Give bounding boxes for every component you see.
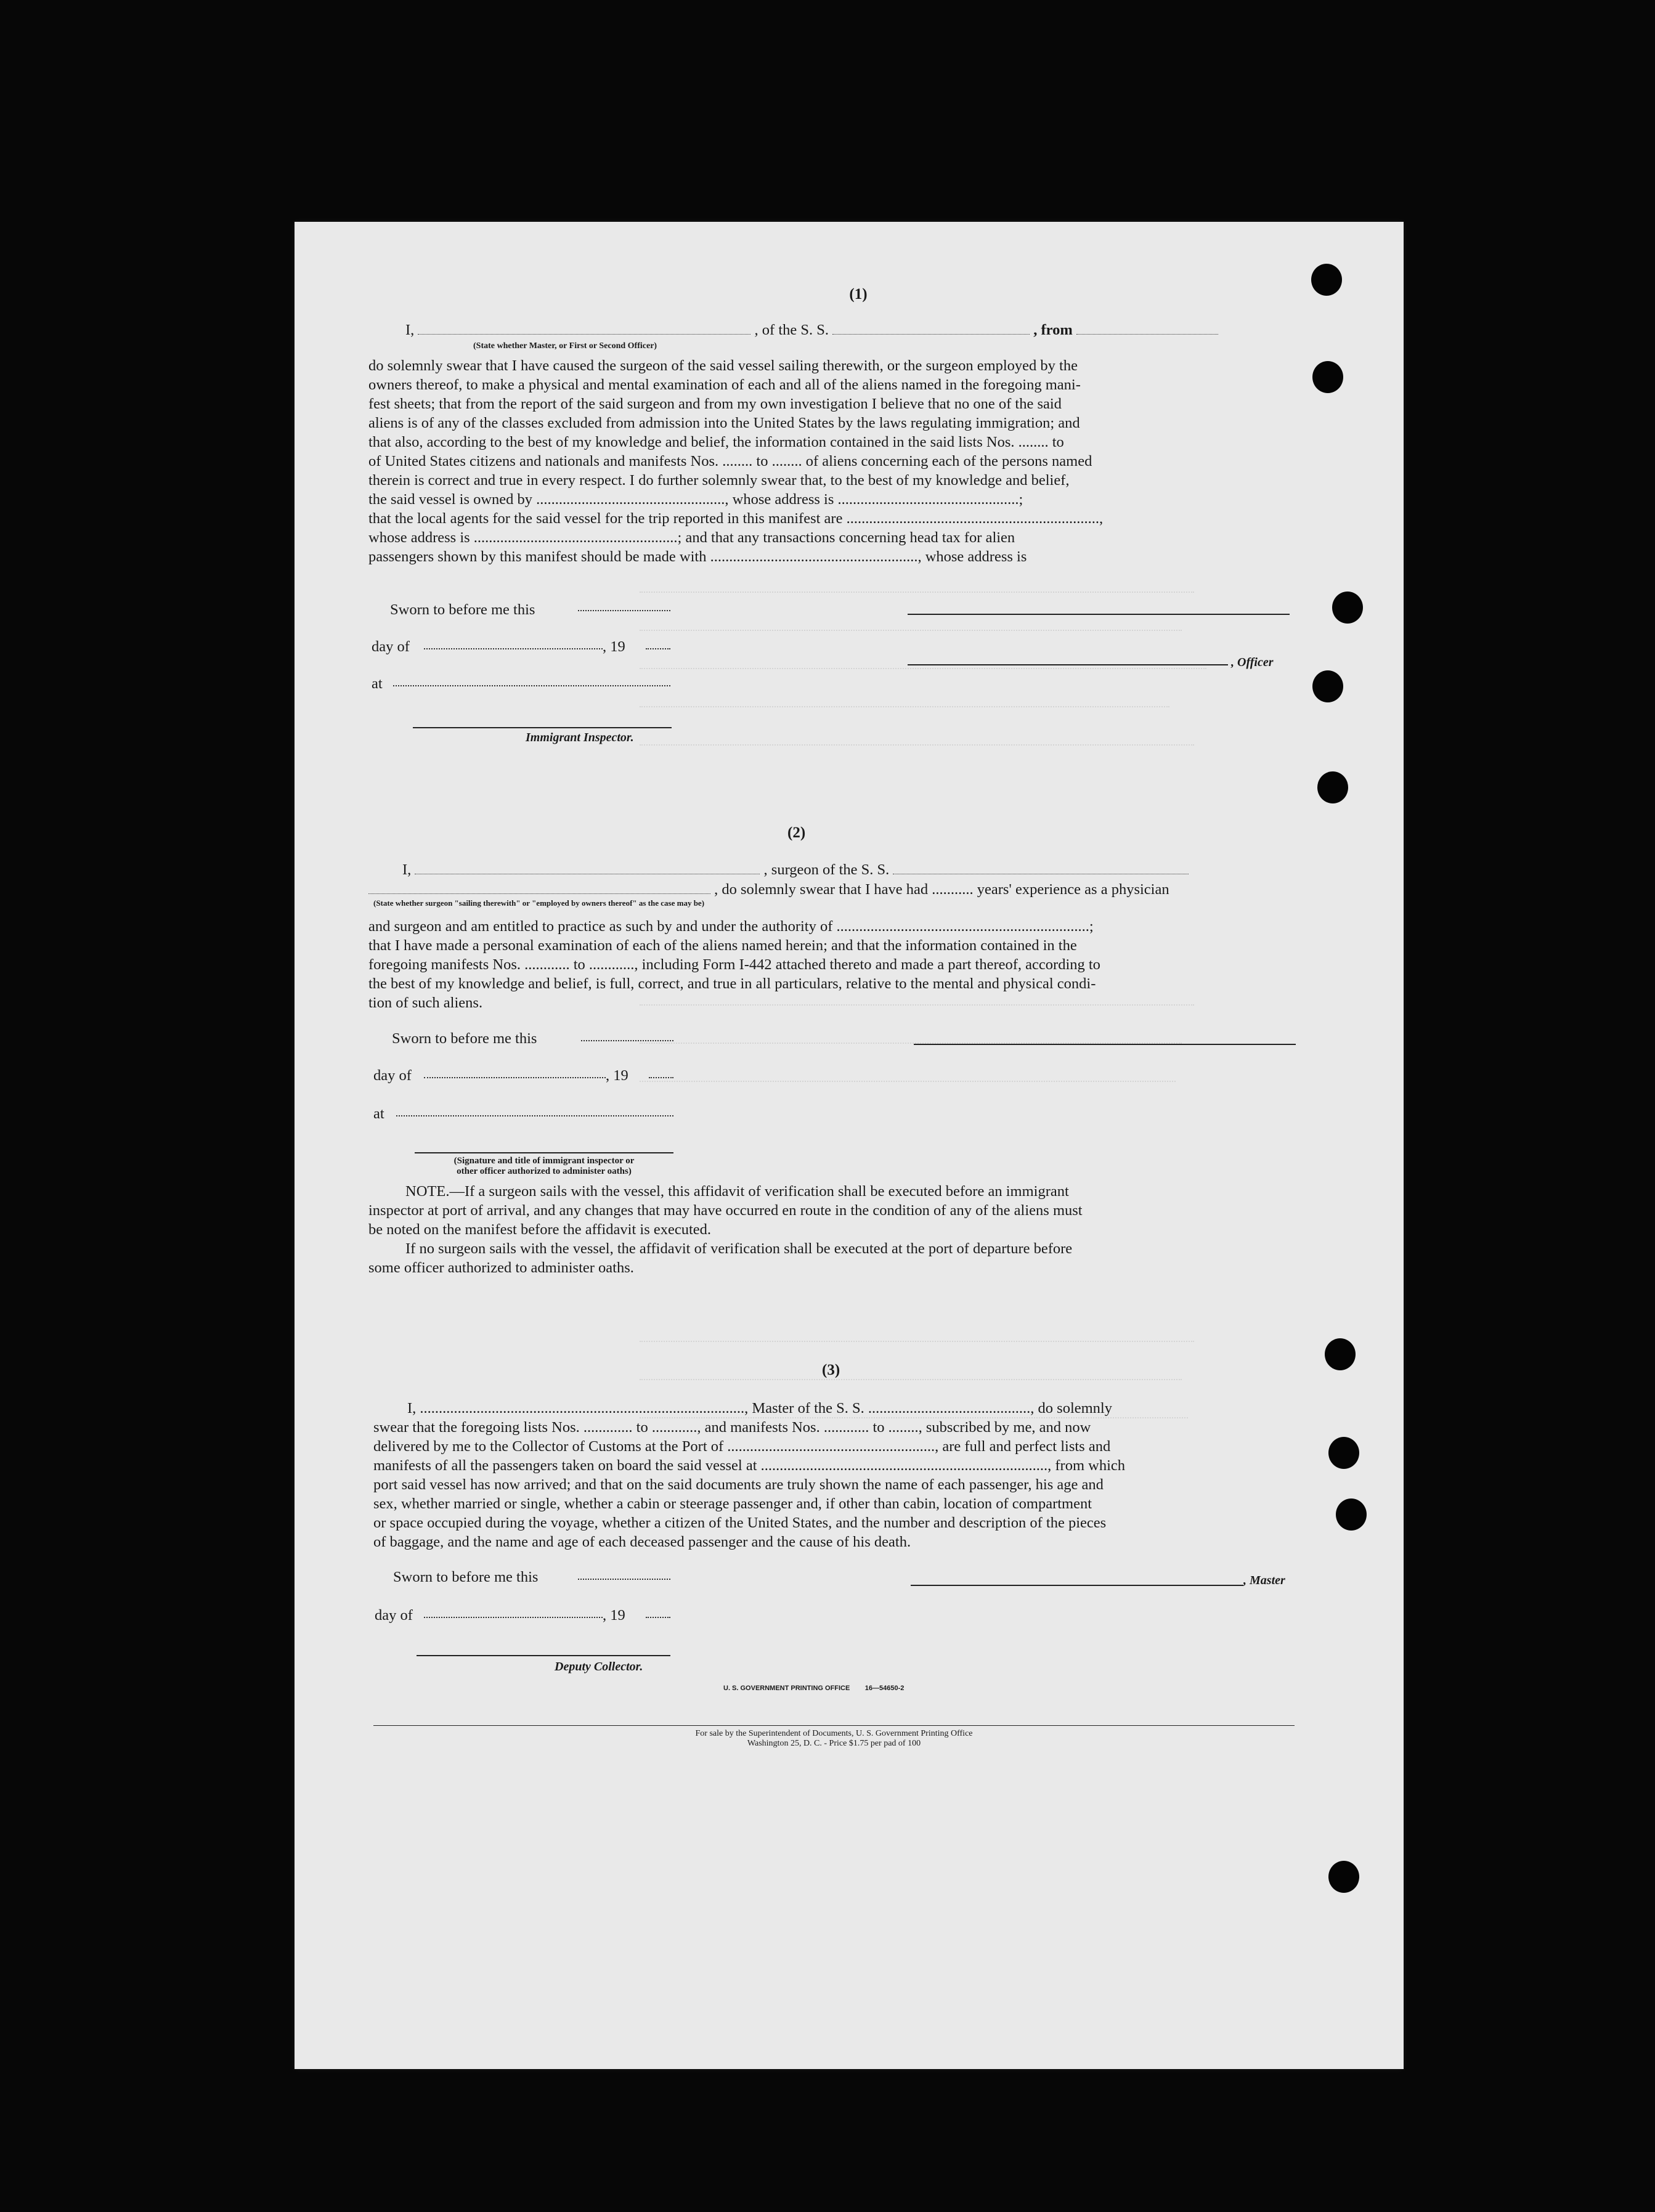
- surgeon-name-field[interactable]: [415, 863, 760, 874]
- inspector-label: Immigrant Inspector.: [526, 731, 634, 744]
- day-of-label: day of: [373, 1067, 412, 1084]
- body-line: that also, according to the best of my knowledge and belief, the information contained in the said lists Nos. ........ to: [368, 434, 1064, 450]
- footer-rule: [373, 1725, 1295, 1726]
- i-label: I,: [405, 322, 415, 338]
- sworn-date-field[interactable]: [578, 1579, 670, 1580]
- manifest-page: [295, 222, 1404, 2069]
- at-field[interactable]: [393, 685, 670, 686]
- day-of-label: day of: [372, 638, 410, 655]
- surgeon-status-field[interactable]: [368, 882, 710, 894]
- state-caption: (State whether Master, or First or Second Officer): [473, 341, 657, 351]
- body-line: passengers shown by this manifest should be made with ......................................................., whose address is: [368, 548, 1027, 565]
- body-line: manifests of all the passengers taken on board the said vessel at ............................................................................, from which: [373, 1457, 1126, 1474]
- master-signature-line[interactable]: [911, 1585, 1243, 1586]
- footer-text: [373, 1729, 1295, 1749]
- punch-hole: [1317, 771, 1348, 803]
- sworn-date-field[interactable]: [581, 1040, 673, 1041]
- note-line: inspector at port of arrival, and any changes that may have occurred en route in the condition of any of the aliens must: [368, 1202, 1083, 1219]
- year-label: , 19: [606, 1067, 628, 1084]
- body-line: the best of my knowledge and belief, is full, correct, and true in all particulars, relative to the mental and physical condi-: [368, 975, 1096, 992]
- body-line: fest sheets; that from the report of the said surgeon and from my own investigation I believe that no one of the said: [368, 396, 1062, 412]
- punch-hole: [1325, 1338, 1356, 1370]
- section-2-body: [368, 917, 1348, 1012]
- sworn-label: Sworn to before me this: [392, 1030, 537, 1047]
- body-line: whose address is ......................................................; and that any transactions concerning head tax for alien: [368, 529, 1015, 546]
- section-1-number: (1): [849, 286, 868, 303]
- section-2-swear-line: [368, 880, 1348, 899]
- of-ss-label: , of the S. S.: [754, 322, 829, 338]
- signature-caption: [415, 1156, 673, 1177]
- deputy-label: Deputy Collector.: [555, 1660, 643, 1673]
- year-label: , 19: [603, 1607, 625, 1624]
- day-of-field[interactable]: [424, 1077, 606, 1078]
- day-of-field[interactable]: [424, 648, 603, 649]
- section-2-number: (2): [787, 824, 806, 841]
- officer-title-line[interactable]: [908, 664, 1228, 665]
- body-line: of baggage, and the name and age of each deceased passenger and the cause of his death.: [373, 1534, 911, 1550]
- body-line: port said vessel has now arrived; and that on the said documents are truly shown the name of each passenger, his age and: [373, 1476, 1104, 1493]
- note-line: some officer authorized to administer oaths.: [368, 1259, 634, 1276]
- inspector-signature-line[interactable]: [415, 1152, 673, 1153]
- day-of-field[interactable]: [424, 1617, 603, 1618]
- punch-hole: [1332, 592, 1363, 624]
- from-port-field[interactable]: [1076, 323, 1218, 335]
- body-line: sex, whether married or single, whether a cabin or steerage passenger and, if other than cabin, location of compartment: [373, 1495, 1092, 1512]
- body-line: that I have made a personal examination of each of the aliens named herein; and that the information contained in the: [368, 937, 1077, 954]
- year-field[interactable]: [646, 648, 670, 649]
- body-line: aliens is of any of the classes excluded from admission into the United States by the laws regulating immigration; and: [368, 415, 1080, 431]
- inspector-signature-line[interactable]: [413, 727, 672, 728]
- body-line: therein is correct and true in every respect. I do further solemnly swear that, to the best of my knowledge and belief,: [368, 472, 1070, 489]
- master-label: , Master: [1243, 1574, 1285, 1587]
- body-line: do solemnly swear that I have caused the surgeon of the said vessel sailing therewith, or the surgeon employed by the: [368, 357, 1078, 374]
- surgeon-signature-line[interactable]: [914, 1044, 1296, 1045]
- note-block: [368, 1182, 1348, 1277]
- at-label: at: [373, 1105, 384, 1122]
- body-line: I, ......................................................................................, Master of the S. S. ..........................................., do solemnly: [407, 1400, 1112, 1417]
- sworn-label: Sworn to before me this: [390, 601, 535, 618]
- surgeon-vessel-field[interactable]: [893, 863, 1189, 874]
- officer-signature-line[interactable]: [908, 614, 1290, 615]
- officer-name-field[interactable]: [418, 323, 750, 335]
- body-line: that the local agents for the said vessel for the trip reported in this manifest are ...................................................................,: [368, 510, 1104, 527]
- day-of-label: day of: [375, 1607, 413, 1624]
- surgeon-of-label: , surgeon of the S. S.: [763, 861, 890, 878]
- signature-caption-line: (Signature and title of immigrant inspector or: [453, 1156, 635, 1166]
- section-1-body: [368, 356, 1348, 566]
- at-field[interactable]: [396, 1115, 673, 1116]
- deputy-signature-line[interactable]: [417, 1655, 670, 1656]
- body-line: and surgeon and am entitled to practice as such by and under the authority of ...................................................................;: [368, 918, 1094, 935]
- body-line: the said vessel is owned by .................................................., whose address is ................................................;: [368, 491, 1023, 508]
- at-label: at: [372, 675, 383, 692]
- swear-text: , do solemnly swear that I have had ........... years' experience as a physician: [714, 881, 1169, 898]
- surgeon-state-caption: (State whether surgeon "sailing therewith" or "employed by owners thereof" as the case may be): [373, 898, 705, 908]
- note-line: NOTE.—If a surgeon sails with the vessel, this affidavit of verification shall be executed before an immigrant: [405, 1183, 1069, 1200]
- gpo-imprint: U. S. GOVERNMENT PRINTING OFFICE 16—54650-2: [723, 1685, 905, 1692]
- body-line: owners thereof, to make a physical and mental examination of each and all of the aliens named in the foregoing mani-: [368, 376, 1081, 393]
- body-line: delivered by me to the Collector of Customs at the Port of ......................................................., are full and perfect lists and: [373, 1438, 1111, 1455]
- footer-line: For sale by the Superintendent of Documents, U. S. Government Printing Office: [695, 1729, 973, 1738]
- body-line: of United States citizens and nationals and manifests Nos. ........ to ........ of aliens concerning each of the persons named: [368, 453, 1092, 470]
- i-label: I,: [402, 861, 412, 878]
- body-line: foregoing manifests Nos. ............ to ............, including Form I-442 attached thereto and made a part thereof, according to: [368, 956, 1100, 973]
- body-line: swear that the foregoing lists Nos. ............. to ............, and manifests Nos. ............ to ........, subscribed by me, and now: [373, 1419, 1091, 1436]
- sworn-date-field[interactable]: [578, 610, 670, 611]
- from-label: , from: [1033, 322, 1073, 338]
- signature-caption-line: other officer authorized to administer oaths): [457, 1166, 632, 1176]
- officer-label: , Officer: [1231, 656, 1274, 669]
- body-line: tion of such aliens.: [368, 994, 483, 1011]
- section-3-number: (3): [822, 1362, 840, 1378]
- year-field[interactable]: [646, 1617, 670, 1618]
- section-1-header-line: [368, 320, 1348, 340]
- note-line: be noted on the manifest before the affidavit is executed.: [368, 1221, 712, 1238]
- section-2-header-line: [368, 860, 1348, 879]
- year-field[interactable]: [649, 1077, 673, 1078]
- year-label: , 19: [603, 638, 625, 655]
- vessel-name-field[interactable]: [832, 323, 1030, 335]
- note-line: If no surgeon sails with the vessel, the affidavit of verification shall be executed at the port of departure before: [405, 1240, 1073, 1257]
- footer-line: Washington 25, D. C. - Price $1.75 per pad of 100: [747, 1739, 921, 1748]
- sworn-label: Sworn to before me this: [393, 1569, 539, 1585]
- punch-hole: [1312, 670, 1343, 702]
- section-3-body: [373, 1399, 1353, 1551]
- body-line: or space occupied during the voyage, whether a citizen of the United States, and the number and description of the pieces: [373, 1515, 1107, 1531]
